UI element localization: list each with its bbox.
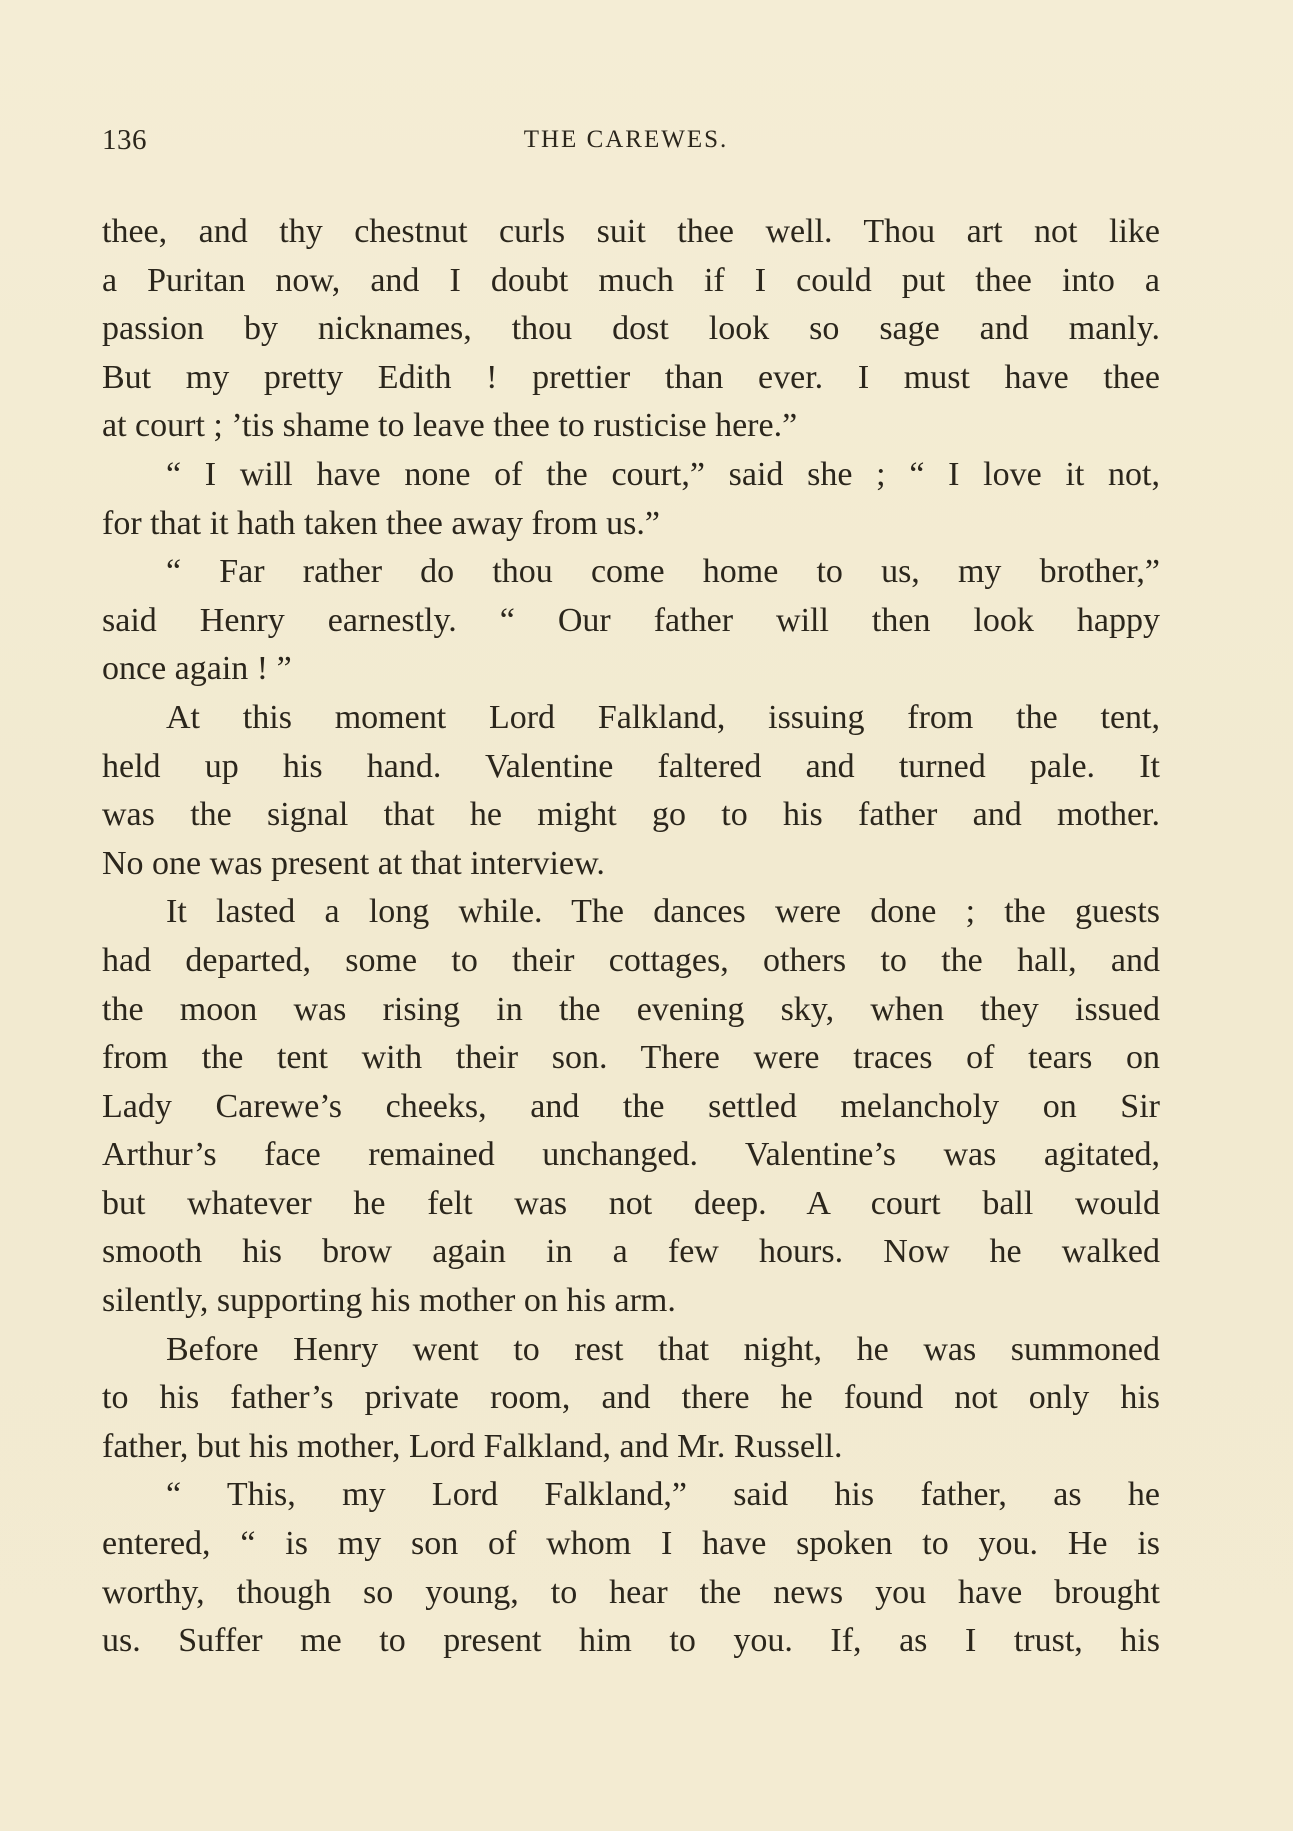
text-line: at court ; ’tis shame to leave thee to rusticise here.” xyxy=(102,407,798,445)
text-line: had departed, some to their cottages, others to the hall, and xyxy=(102,941,1160,979)
text-line: said Henry earnestly. “ Our father will then look happy xyxy=(102,601,1160,639)
text-line: worthy, though so young, to hear the news you have brought xyxy=(102,1573,1160,1611)
text-line: but whatever he felt was not deep. A court ball would xyxy=(102,1184,1160,1222)
text-line: “ Far rather do thou come home to us, my brother,” xyxy=(166,553,1160,591)
text-line: for that it hath taken thee away from us.” xyxy=(102,504,660,542)
text-line: to his father’s private room, and there he found not only his xyxy=(102,1379,1160,1417)
text-line: Before Henry went to rest that night, he was summoned xyxy=(166,1330,1160,1368)
text-line: a Puritan now, and I doubt much if I could put thee into a xyxy=(102,261,1160,299)
text-line: from the tent with their son. There were traces of tears on xyxy=(102,1039,1160,1077)
text-line: smooth his brow again in a few hours. Now he walked xyxy=(102,1233,1160,1271)
body-text xyxy=(102,208,1160,1666)
text-line: held up his hand. Valentine faltered and turned pale. It xyxy=(102,747,1160,785)
text-line: At this moment Lord Falkland, issuing from the tent, xyxy=(166,698,1160,736)
text-line: But my pretty Edith ! prettier than ever. I must have thee xyxy=(102,358,1160,396)
text-line: thee, and thy chestnut curls suit thee well. Thou art not like xyxy=(102,213,1160,250)
text-line: us. Suffer me to present him to you. If, as I trust, his xyxy=(102,1622,1160,1660)
text-line: the moon was rising in the evening sky, when they issued xyxy=(102,990,1160,1028)
text-line: silently, supporting his mother on his arm. xyxy=(102,1282,676,1320)
text-line: “ I will have none of the court,” said she ; “ I love it not, xyxy=(166,455,1160,493)
text-line: No one was present at that interview. xyxy=(102,844,605,882)
text-line: once again ! ” xyxy=(102,650,292,688)
page-header xyxy=(102,124,1160,160)
text-line: Arthur’s face remained unchanged. Valentine’s was agitated, xyxy=(102,1136,1160,1174)
text-line: passion by nicknames, thou dost look so sage and manly. xyxy=(102,310,1160,348)
text-line: It lasted a long while. The dances were done ; the guests xyxy=(166,893,1160,931)
text-line: was the signal that he might go to his father and mother. xyxy=(102,796,1160,834)
text-line: Lady Carewe’s cheeks, and the settled melancholy on Sir xyxy=(102,1087,1160,1125)
text-line: “ This, my Lord Falkland,” said his father, as he xyxy=(166,1476,1160,1514)
text-line: entered, “ is my son of whom I have spoken to you. He is xyxy=(102,1525,1160,1563)
text-line: father, but his mother, Lord Falkland, and Mr. Russell. xyxy=(102,1427,843,1465)
running-title: THE CAREWES. xyxy=(523,126,729,153)
page-number: 136 xyxy=(102,124,147,156)
